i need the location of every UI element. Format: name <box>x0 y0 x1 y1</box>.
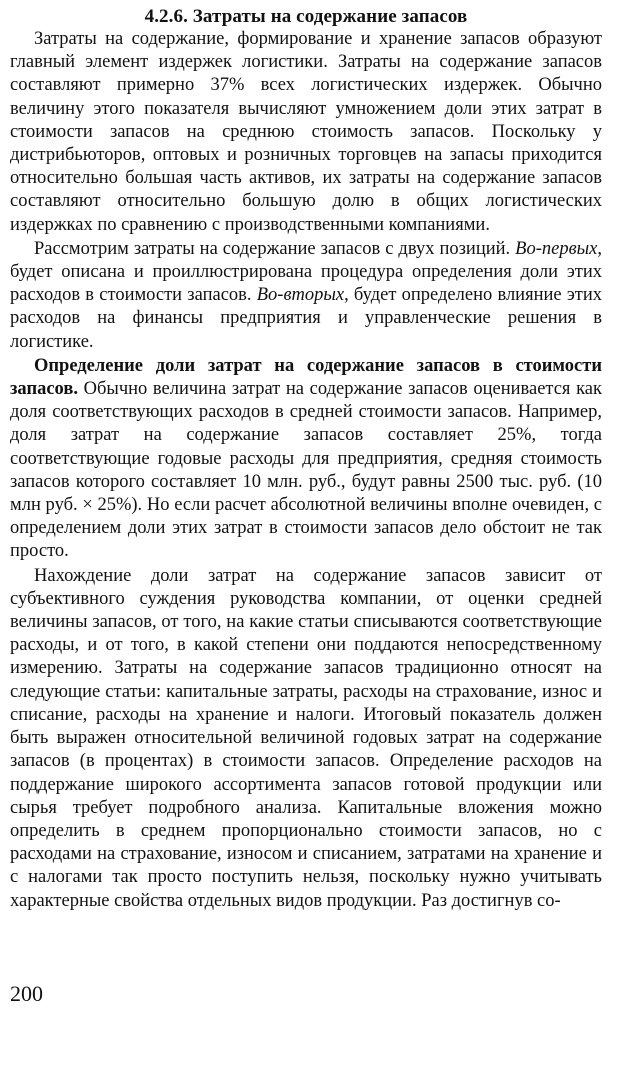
paragraph-4: Нахождение доли затрат на содержание запасов зависит от субъективного суждения руководства компании, от оценки средней величины запасов, от того, на какие статьи списываются соответствующие расходы, и от того, в какой степени они поддаются непосредственному измерению. Затраты на содержание запасов традиционно относят на следующие статьи: капитальные затраты, расходы на страхование, износ и списание, расходы на хранение и налоги. Итоговый показатель должен быть выражен относительной величиной годовых затрат на содержание запасов (в процентах) в стоимости запасов. Определение расходов на поддержание широкого ассортимента запасов готовой продукции или сырья требует подробного анализа. Капитальные вложения можно определить в среднем пропорционально стоимости запасов, но с расходами на страхование, износом и списанием, затратами на хранение и с налогами так просто поступить нельзя, поскольку нужно учитывать характерные свойства отдельных видов продукции. Раз достигнув со- <box>10 565 602 911</box>
paragraph-2-emphasis-first: Во-первых <box>515 238 598 259</box>
paragraph-2 <box>10 238 602 354</box>
paragraph-3 <box>10 355 602 564</box>
paragraph-1: Затраты на содержание, формирование и хранение запасов образуют главный элемент издержек логистики. Затраты на содержание запасов составляют примерно 37% всех логистических издержек. Обычно величину этого показателя вычисляют умножением доли этих затрат в стоимости запасов на среднюю стоимость запасов. Поскольку у дистрибьюторов, оптовых и розничных торговцев на запасы приходится относительно большая часть активов, их затраты на содержание запасов составляют относительно большую долю в общих логистических издержках по сравнению с производственными компаниями. <box>10 29 602 235</box>
page-number: 200 <box>10 981 43 1006</box>
paragraph-2-text: Рассмотрим затраты на содержание запасов с двух позиций. <box>34 238 516 259</box>
page-body <box>10 0 602 913</box>
paragraph-3-lead-heading: Определение доли затрат на содержание запасов в стоимости запасов. <box>10 355 602 400</box>
paragraph-2-text: , будет описана и проиллюстрирована процедура определения доли этих расходов в стоимости запасов. <box>10 238 602 306</box>
section-heading: 4.2.6. Затраты на содержание запасов <box>144 6 468 27</box>
paragraph-3-text: Обычно величина затрат на содержание запасов оценивается как доля соответствующих расходов в средней стоимости запасов. Например, доля затрат на содержание запасов составляет 25%, тогда соответствующие годовые расходы для предприятия, средняя стоимость запасов которого составляет 10 млн. руб., будут равны 2500 тыс. руб. (10 млн руб. × 25%). Но если расчет абсолютной величины вполне очевиден, с определением доли этих затрат в стоимости запасов дело обстоит не так просто. <box>10 379 602 562</box>
paragraph-2-text: , будет определено влияние этих расходов на финансы предприятия и управленческие решения в логистике. <box>10 285 602 352</box>
paragraph-2-emphasis-second: Во-вторых <box>256 285 345 306</box>
